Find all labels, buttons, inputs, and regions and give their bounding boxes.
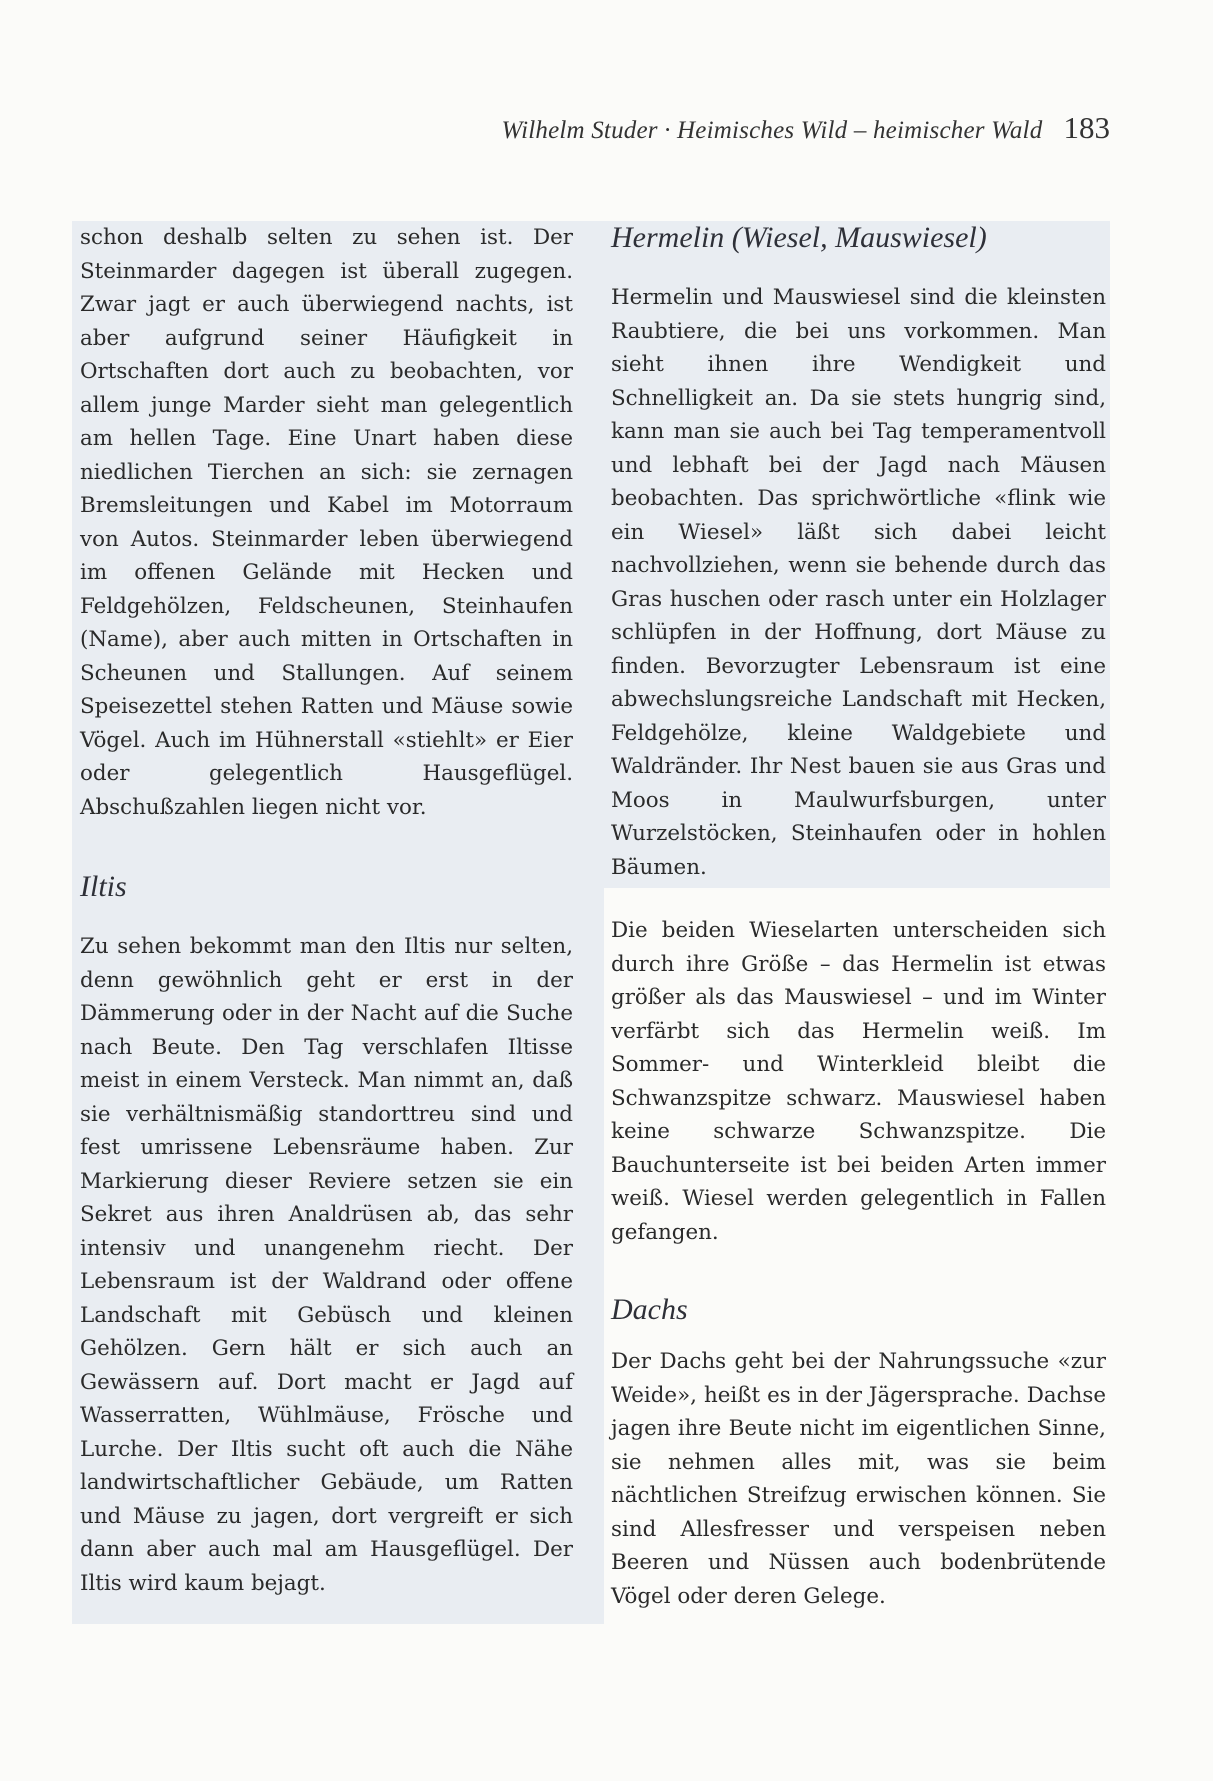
heading-hermelin: Hermelin (Wiesel, Mauswiesel) <box>611 221 987 254</box>
paragraph-hermelin-2: Die beiden Wieselarten unterscheiden sich durch ihre Größe – das Hermelin ist etwas größer als das Mauswiesel – und im Winter verfärbt sich das Hermelin weiß. Im Sommer- und Winterkleid bleibt die Schwanzspitze schwarz. Mauswiesel haben keine schwarze Schwanzspitze. Die Bauchunterseite ist bei beiden Arten immer weiß. Wiesel werden gelegentlich in Fallen gefangen. <box>611 918 1106 1245</box>
running-title: Wilhelm Studer · Heimisches Wild – heimischer Wald <box>501 117 1043 144</box>
paragraph-steinmarder: schon deshalb selten zu sehen ist. Der Steinmarder dagegen ist überall zugegen. Zwar jagt er auch überwiegend nachts, ist aber aufgrund seiner Häufigkeit in Ortschaften dort auch zu beobachten, vor allem junge Marder sieht man gelegentlich am hellen Tage. Eine Unart haben diese niedlichen Tierchen an sich: sie zernagen Bremsleitungen und Kabel im Motorraum von Autos. Steinmarder leben überwiegend im offenen Gelände mit Hecken und Feldgehölzen, Feldscheunen, Steinhaufen (Name), aber auch mitten in Ortschaften in Scheunen und Stallungen. Auf seinem Speisezettel stehen Ratten und Mäuse sowie Vögel. Auch im Hühnerstall «stiehlt» er Eier oder gelegentlich Hausgeflügel. Abschußzahlen liegen nicht vor. <box>80 225 573 820</box>
left-column <box>80 221 573 1600</box>
running-header <box>420 110 1110 146</box>
paragraph-iltis: Zu sehen bekommt man den Iltis nur selten, denn gewöhnlich geht er erst in der Dämmerung oder in der Nacht auf die Suche nach Beute. Den Tag verschlafen Iltisse meist in einem Versteck. Man nimmt an, daß sie verhältnismäßig standorttreu sind und fest umrissene Lebensräume haben. Zur Markierung dieser Reviere setzen sie ein Sekret aus ihren Analdrüsen ab, das sehr intensiv und unangenehm riecht. Der Lebensraum ist der Waldrand oder offene Landschaft mit Gebüsch und kleinen Gehölzen. Gern hält er sich auch an Gewässern auf. Dort macht er Jagd auf Wasserratten, Wühlmäuse, Frösche und Lurche. Der Iltis sucht oft auch die Nähe landwirtschaftlicher Gebäude, um Ratten und Mäuse zu jagen, dort vergreift er sich dann aber auch mal am Hausgeflügel. Der Iltis wird kaum bejagt. <box>80 934 573 1596</box>
heading-iltis: Iltis <box>80 870 127 903</box>
heading-dachs: Dachs <box>611 1293 688 1326</box>
page-number: 183 <box>1063 110 1110 145</box>
paragraph-dachs: Der Dachs geht bei der Nahrungssuche «zur Weide», heißt es in der Jägersprache. Dachse jagen ihre Beute nicht im eigentlichen Sinne, sie nehmen alles mit, was sie beim nächtlichen Streifzug erwischen können. Sie sind Allesfresser und verspeisen neben Beeren und Nüssen auch bodenbrütende Vögel oder deren Gelege. <box>611 1349 1106 1609</box>
paragraph-hermelin-1: Hermelin und Mauswiesel sind die kleinsten Raubtiere, die bei uns vorkommen. Man sieht ihnen ihre Wendigkeit und Schnelligkeit an. Da sie stets hungrig sind, kann man sie auch bei Tag temperamentvoll und lebhaft bei der Jagd nach Mäusen beobachten. Das sprichwörtliche «flink wie ein Wiesel» läßt sich dabei leicht nachvollziehen, wenn sie behende durch das Gras huschen oder rasch unter ein Holzlager schlüpfen in der Hoffnung, dort Mäuse zu finden. Bevorzugter Lebensraum ist eine abwechslungsreiche Landschaft mit Hecken, Feldgehölze, kleine Waldgebiete und Waldränder. Ihr Nest bauen sie aus Gras und Moos in Maulwurfsburgen, unter Wurzelstöcken, Steinhaufen oder in hohlen Bäumen. <box>611 285 1106 880</box>
right-column <box>611 221 1106 1613</box>
